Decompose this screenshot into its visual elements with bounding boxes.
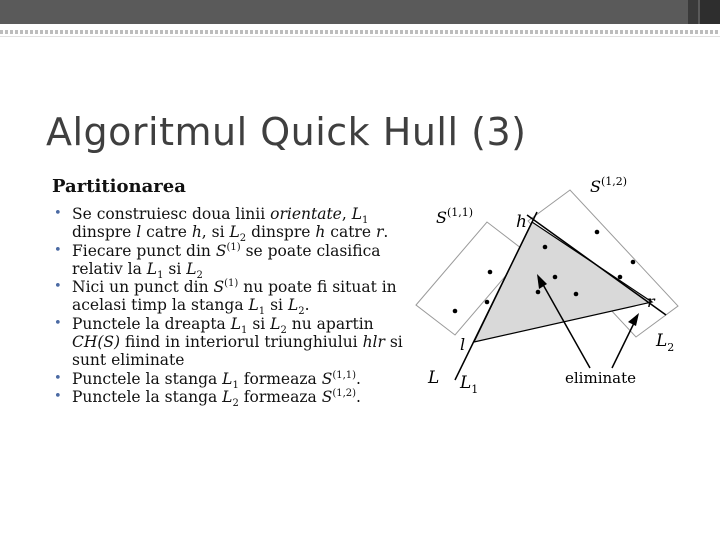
slide-title: Algoritmul Quick Hull (3) bbox=[46, 110, 527, 154]
bullet-item: • Se construiesc doua linii orientate, $L_1$ dinspre l catre h, si $L_2$ dinspre h catre r. bbox=[54, 205, 419, 242]
point bbox=[553, 275, 558, 280]
point bbox=[574, 292, 579, 297]
label-l: l bbox=[460, 335, 466, 354]
label-L2: $L_2$ bbox=[656, 331, 675, 354]
bullet-item: • Fiecare punct din $S^{(1)}$ se poate clasifica relativ la $L_1$ si $L_2$ bbox=[54, 242, 419, 279]
bullet-item: • Punctele la stanga $L_1$ formeaza S$^{(1,1)}$. bbox=[54, 370, 419, 388]
arrow-eliminate-right bbox=[612, 319, 636, 368]
point bbox=[453, 309, 458, 314]
point bbox=[618, 275, 623, 280]
bullet-item: • Punctele la dreapta $L_1$ si $L_2$ nu apartin CH(S) fiind in interiorul triunghiului hlr si sunt eliminate bbox=[54, 315, 419, 370]
point bbox=[485, 300, 490, 305]
label-L: L bbox=[428, 368, 440, 388]
label-h: h bbox=[516, 212, 527, 232]
point bbox=[543, 245, 548, 250]
label-eliminate: eliminate bbox=[565, 369, 637, 387]
label-s12: S$^{(1,2)}$ bbox=[590, 175, 628, 196]
point bbox=[631, 260, 636, 265]
label-L1: $L_1$ bbox=[460, 373, 479, 396]
bullet-item: • Punctele la stanga $L_2$ formeaza S$^{(1,2)}$. bbox=[54, 388, 419, 406]
arrowhead-right bbox=[628, 313, 639, 326]
label-r: r bbox=[647, 292, 655, 311]
point bbox=[536, 290, 541, 295]
point bbox=[595, 230, 600, 235]
point bbox=[488, 270, 493, 275]
bullet-item: • Nici un punct din $S^{(1)}$ nu poate fi situat in acelasi timp la stanga $L_1$ si $L_2$. bbox=[54, 278, 419, 315]
slide-subtitle: Partitionarea bbox=[52, 176, 186, 197]
label-s11: S$^{(1,1)}$ bbox=[436, 206, 474, 227]
